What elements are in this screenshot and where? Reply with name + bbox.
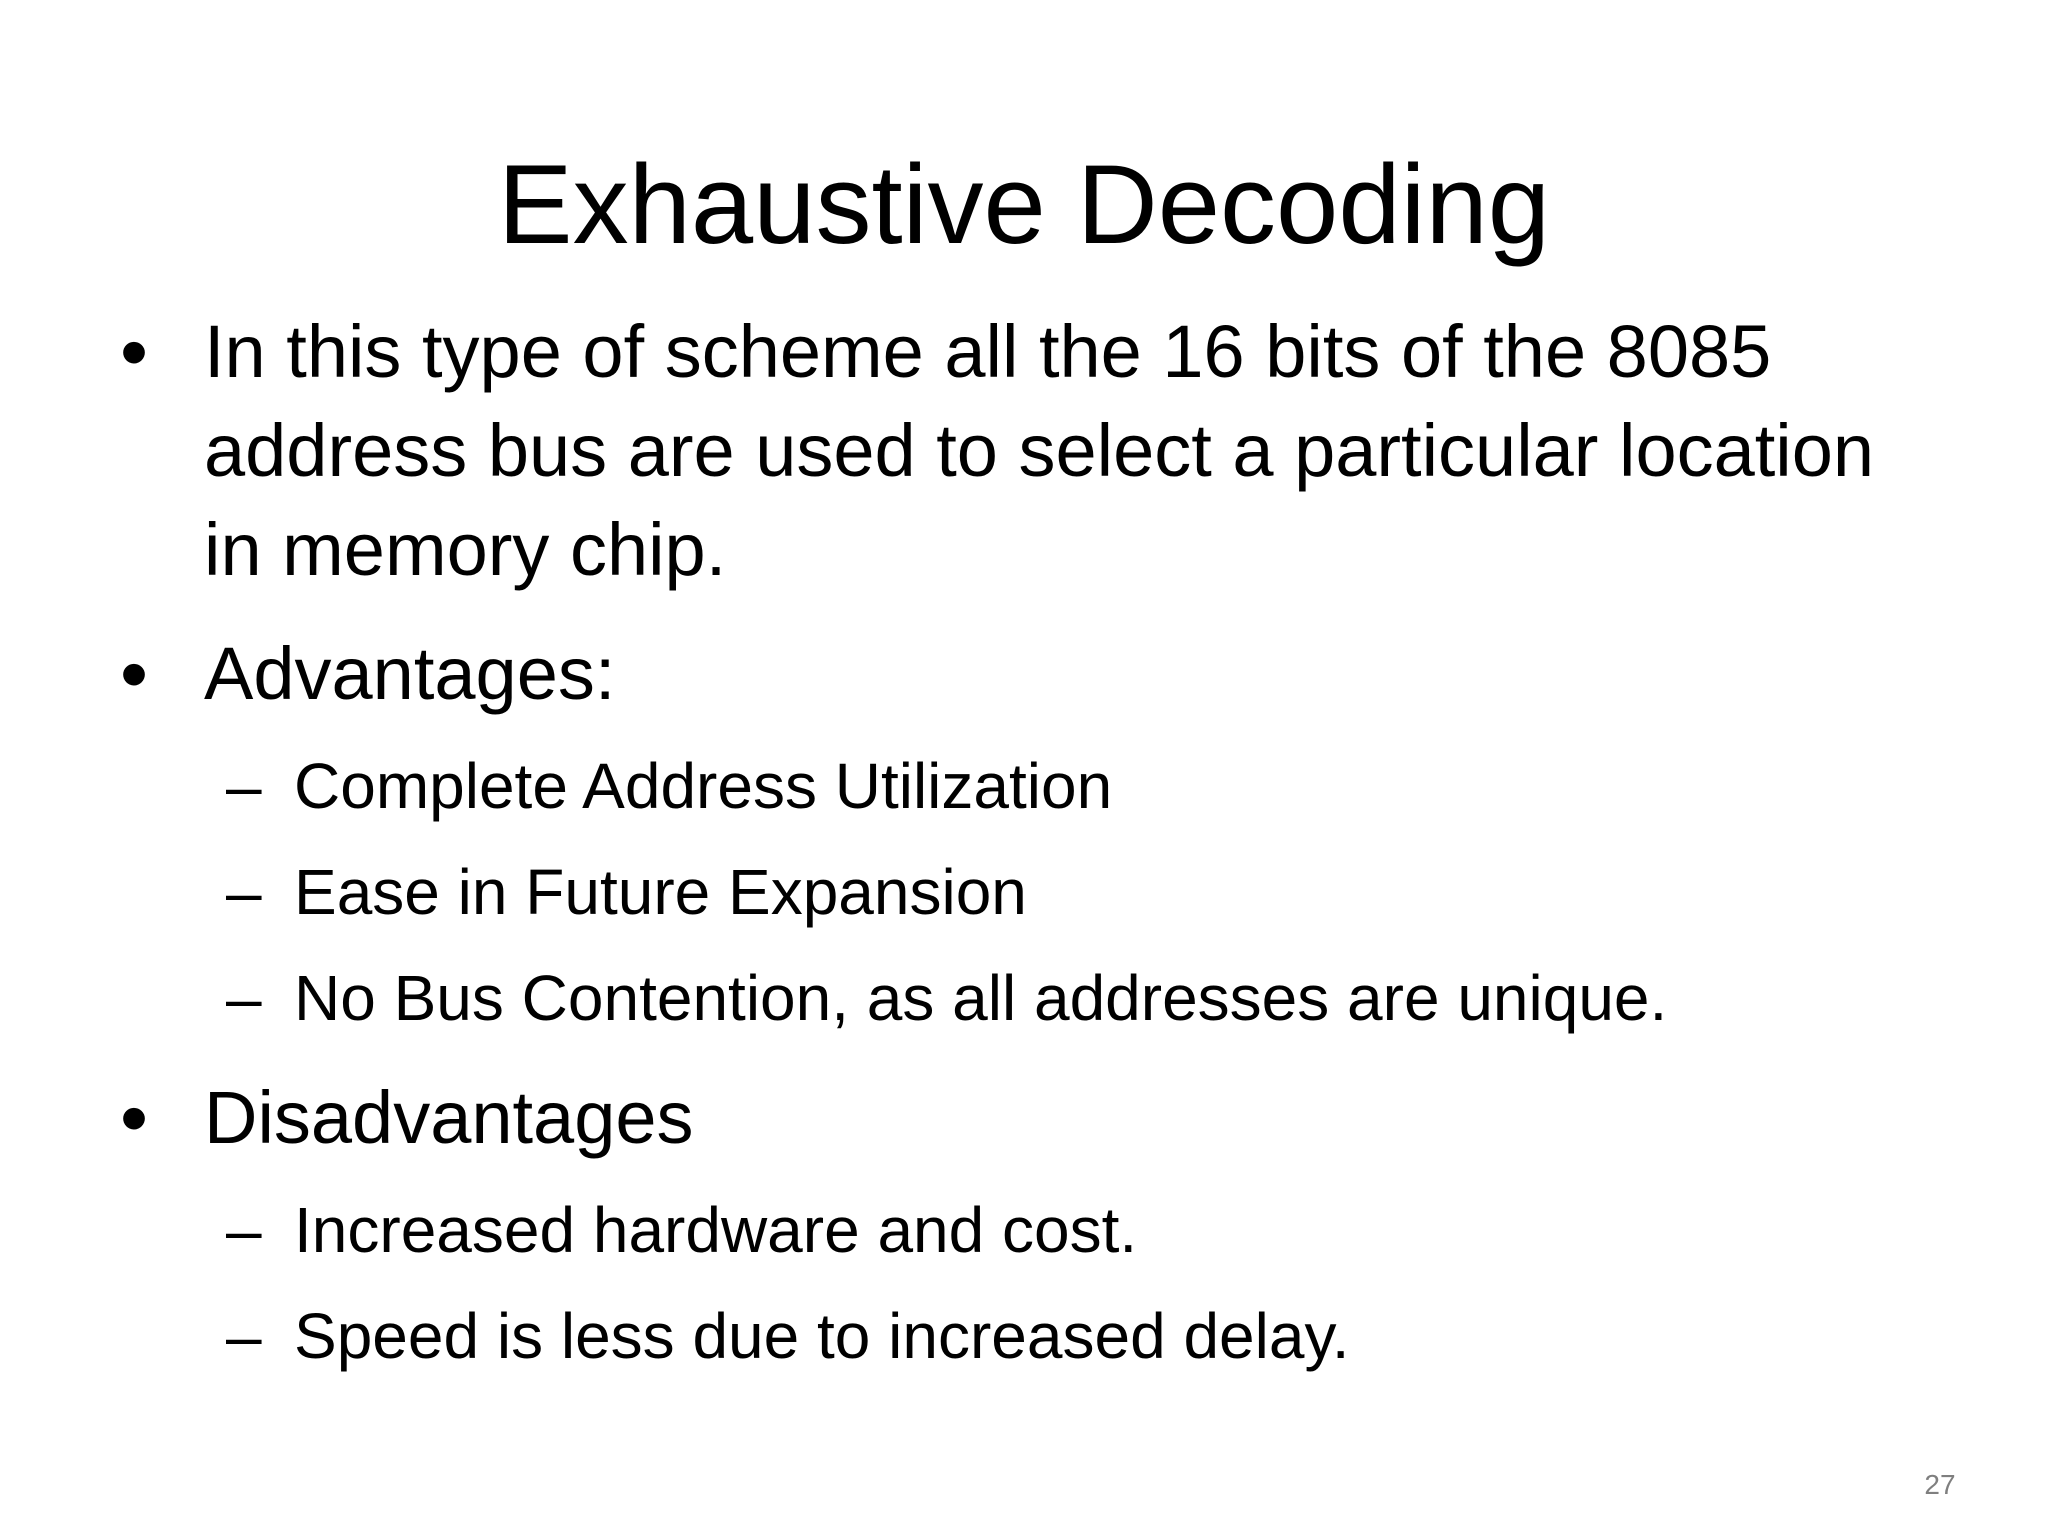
- bullet-item: [120, 624, 1900, 723]
- sub-bullet-item: [226, 746, 1926, 826]
- slide-title: Exhaustive Decoding: [497, 142, 1551, 267]
- bullet-item: [120, 1068, 1900, 1167]
- sub-bullet-text: Complete Address Utilization: [294, 750, 1113, 822]
- sub-bullet-text: Increased hardware and cost.: [294, 1194, 1138, 1266]
- sub-bullet-text: No Bus Contention, as all addresses are unique.: [294, 962, 1668, 1034]
- sub-bullet-text: Ease in Future Expansion: [294, 856, 1027, 928]
- sub-bullet-item: [226, 852, 1926, 932]
- bullet-text: Disadvantages: [204, 1076, 694, 1159]
- bullet-item: [120, 302, 1900, 599]
- sub-bullet-item: [226, 958, 1926, 1038]
- bullet-icon: •: [120, 1073, 149, 1162]
- sub-bullet-item: [226, 1190, 1926, 1270]
- sub-bullet-item: [226, 1296, 1926, 1376]
- bullet-text: In this type of scheme all the 16 bits of the 8085 address bus are used to select a particular location in memory chip.: [204, 310, 1875, 591]
- dash-icon: –: [226, 1194, 262, 1266]
- bullet-icon: •: [120, 629, 149, 718]
- bullet-icon: •: [120, 307, 149, 396]
- dash-icon: –: [226, 856, 262, 928]
- bullet-text: Advantages:: [204, 632, 616, 715]
- dash-icon: –: [226, 1300, 262, 1372]
- dash-icon: –: [226, 962, 262, 1034]
- page-number: 27: [1924, 1469, 1956, 1500]
- sub-bullet-text: Speed is less due to increased delay.: [294, 1300, 1350, 1372]
- dash-icon: –: [226, 750, 262, 822]
